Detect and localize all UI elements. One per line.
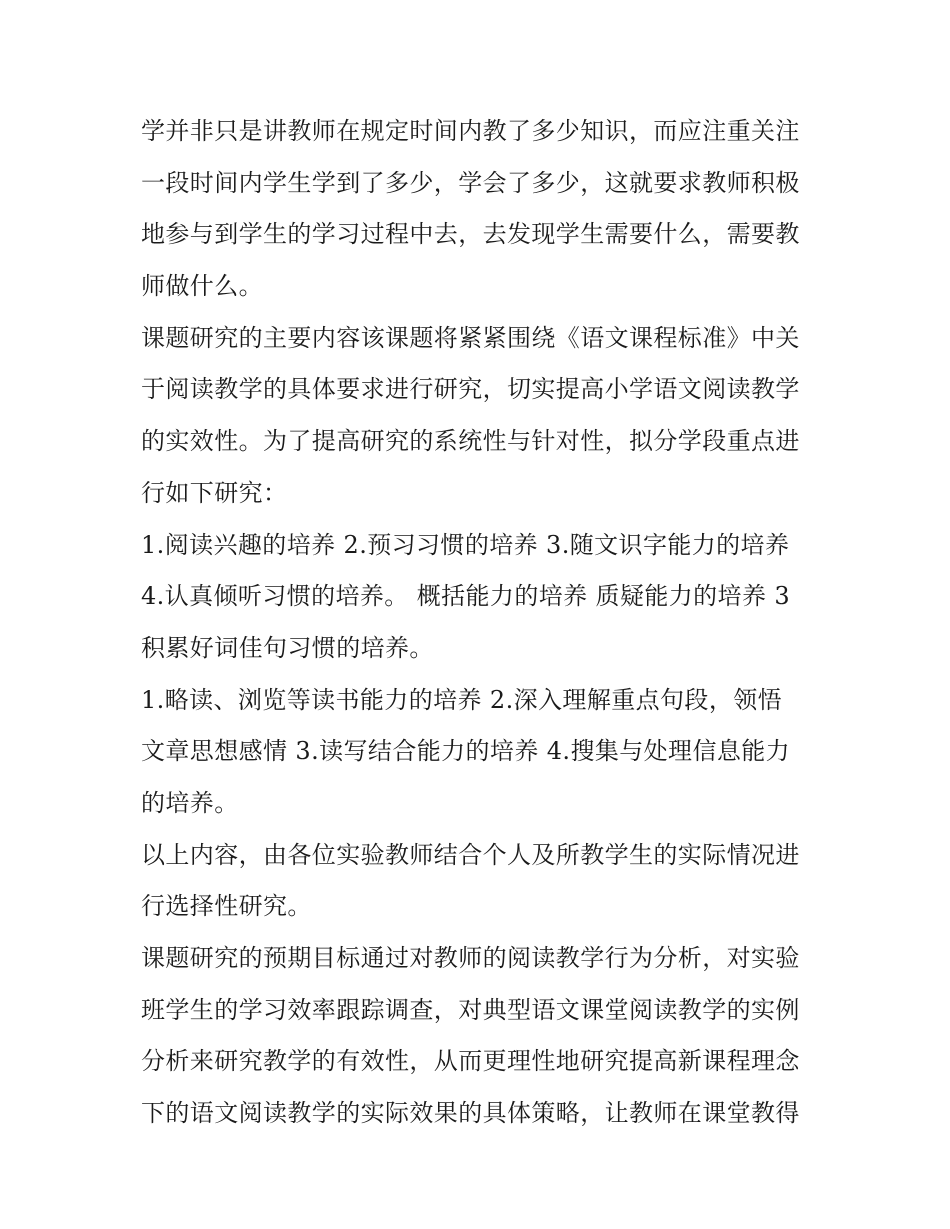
text-line: 行选择性研究。 — [141, 892, 312, 921]
text-line: 分析来研究教学的有效性，从而更理性地研究提高新课程理念 — [141, 1047, 800, 1076]
text-line: 下的语文阅读教学的实际效果的具体策略，让教师在课堂教得 — [141, 1099, 800, 1128]
text-line: 班学生的学习效率跟踪调查，对典型语文课堂阅读教学的实例 — [141, 995, 800, 1024]
text-line: 课题研究的主要内容该课题将紧紧围绕《语文课程标准》中关 — [141, 323, 800, 352]
text-line: 4.认真倾听习惯的培养。 概括能力的培养 质疑能力的培养 3 — [141, 582, 791, 611]
text-line: 文章思想感情 3.读写结合能力的培养 4.搜集与处理信息能力 — [141, 737, 791, 766]
text-line: 一段时间内学生学到了多少，学会了多少，这就要求教师积极 — [141, 168, 800, 197]
text-line: 于阅读教学的具体要求进行研究，切实提高小学语文阅读教学 — [141, 375, 800, 404]
text-line: 地参与到学生的学习过程中去，去发现学生需要什么，需要教 — [141, 220, 800, 249]
text-line: 师做什么。 — [141, 272, 263, 301]
text-line: 学并非只是讲教师在规定时间内教了多少知识，而应注重关注 — [141, 117, 800, 145]
text-line: 以上内容，由各位实验教师结合个人及所教学生的实际情况进 — [141, 840, 800, 869]
text-line: 1.阅读兴趣的培养 2.预习习惯的培养 3.随文识字能力的培养 — [141, 530, 790, 559]
text-line: 的实效性。为了提高研究的系统性与针对性，拟分学段重点进 — [141, 427, 800, 456]
text-line: 积累好词佳句习惯的培养。 — [141, 633, 434, 662]
text-line: 的培养。 — [141, 788, 239, 817]
document-body — [141, 106, 821, 1140]
text-line: 课题研究的预期目标通过对教师的阅读教学行为分析，对实验 — [141, 944, 800, 972]
text-line: 1.略读、浏览等读书能力的培养 2.深入理解重点句段，领悟 — [141, 685, 783, 714]
text-line: 行如下研究： — [141, 478, 288, 507]
